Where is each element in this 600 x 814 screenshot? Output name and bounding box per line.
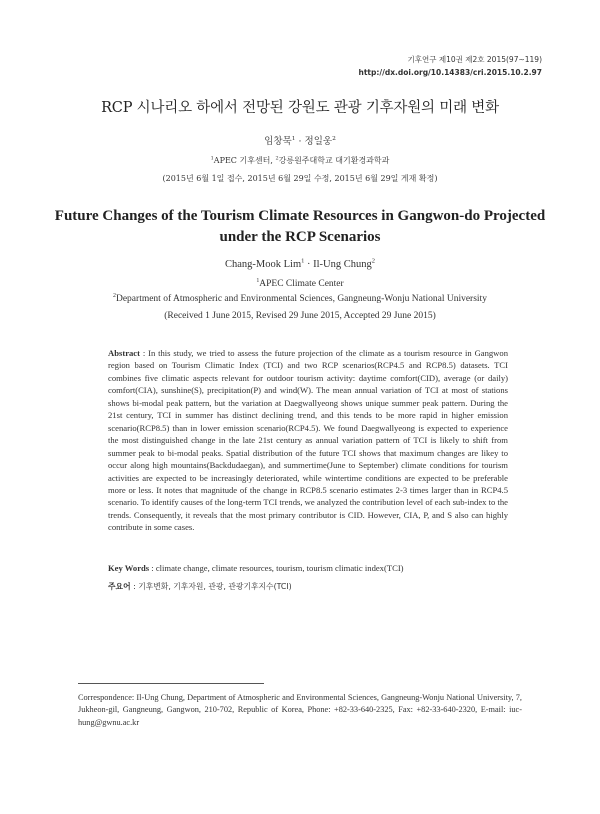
korean-key-words [108, 581, 508, 592]
korean-affil-1: APEC 기후센터, [213, 156, 276, 165]
english-dates: (Received 1 June 2015, Revised 29 June 2015, Accepted 29 June 2015) [164, 311, 436, 321]
journal-citation: 기후연구 제10권 제2호 2015(97∼119) [407, 55, 542, 64]
english-author-2-sup: 2 [371, 257, 375, 265]
korean-author-1-sup: 1 [291, 135, 296, 142]
korean-title: RCP 시나리오 하에서 전망된 강원도 관광 기후자원의 미래 변화 [101, 100, 499, 116]
english-title: Future Changes of the Tourism Climate Resources in Gangwon-do Projected under the RCP Scenarios [54, 208, 546, 245]
english-affil-2-sup: 2 [113, 292, 116, 299]
korean-affil-2-sup: 2 [275, 155, 279, 162]
abstract-label: Abstract [108, 348, 140, 358]
key-words-label: Key Words [108, 563, 150, 573]
correspondence-footnote: Correspondence: Il-Ung Chung, Department of Atmospheric and Environmental Sciences, Gangneung-Wonju National University, 7, Jukheon-gil, Gangneung, Gangwon, 210-702, Republic of Korea, Phone: +82-33-640-2325, Fax: +82-33-640-2320, E-mail: iuc-hung@gwnu.ac.kr [78, 693, 522, 727]
footnote-divider [78, 683, 264, 684]
korean-authors [0, 133, 600, 147]
english-author-1: Chang-Mook Lim [225, 259, 302, 270]
english-author-1-sup: 1 [301, 257, 305, 265]
english-authors [0, 259, 600, 270]
abstract-text: : In this study, we tried to assess the future projection of the climate as a tourism resource in Gangwon region based on Tourism Climatic Index (TCI) and two RCP scenarios(RCP4.5 and RCP8.5) datasets. TCI combines five climatic aspects relevant for outdoor tourism activity: daytime comfort(CID), average (or daily) comfort(CIA), sunshine(S), precipitation(P) and wind(W). The mean annual variation of TCI at most of stations shows bi-modal peak pattern, but the variation at Daegwallyeong shows unique summer peak pattern. During the 21st century, TCI in summer has distinct declining trend, and this tends to be more rapid in higher emission scenario(RCP8.5) than in lower emission scenario(RCP4.5). We found Daegwallyeong is expected to experience the most distinguished change in the late 21st century as annual variation pattern of TCI is likely to shift from summer peak to bi-modal peaks. Spatial distribution of the future TCI shows that maximum changes are likey to occur along high mountains(Backdudaegan), and summertime(June to September) climate conditions for tourism activities are expected to be increasingly deteriorated, while wintertime conditions are expected to be preferable more or less. It notes that magnitude of the change in RCP8.5 scenario estimates 2-3 times larger than in RCP4.5 scenario. To identify causes of the long-term TCI trends, we analyzed the contribution level of each sub-index to the trends. Consequently, it reveals that the most primary contributor is CID. However, CIA, P, and S also can highly contribute in some cases. [108, 348, 508, 533]
english-affiliation-1 [0, 279, 600, 289]
author-separator: · [304, 259, 314, 270]
korean-author-2: 정일웅 [304, 136, 333, 147]
korean-affiliations [0, 155, 600, 166]
korean-affil-1-sup: 1 [210, 155, 214, 162]
korean-author-2-sup: 2 [332, 135, 336, 142]
korean-key-words-text: : 기후변화, 기후자원, 관광, 관광기후지수(TCI) [130, 582, 292, 591]
author-separator: · [295, 136, 305, 147]
korean-author-1: 임창묵 [264, 136, 292, 147]
korean-affil-2: 강릉원주대학교 대기환경과학과 [278, 156, 390, 165]
korean-dates: (2015년 6월 1일 접수, 2015년 6월 29일 수정, 2015년 6월 29일 게재 확정) [162, 174, 438, 183]
journal-header [358, 53, 542, 79]
english-affil-1-sup: 1 [256, 277, 260, 284]
korean-key-words-label: 주요어 [108, 582, 131, 591]
english-affil-2-text: Department of Atmospheric and Environmental Sciences, Gangneung-Wonju National University [115, 294, 487, 304]
key-words [108, 563, 508, 573]
key-words-text: : climate change, climate resources, tourism, tourism climatic index(TCI) [149, 563, 404, 573]
doi-link[interactable]: http://dx.doi.org/10.14383/cri.2015.10.2.97 [358, 68, 542, 77]
abstract [108, 347, 508, 534]
english-author-2: Il-Ung Chung [313, 259, 372, 270]
english-affil-1-text: APEC Climate Center [259, 279, 344, 289]
english-affiliation-2 [0, 294, 600, 304]
